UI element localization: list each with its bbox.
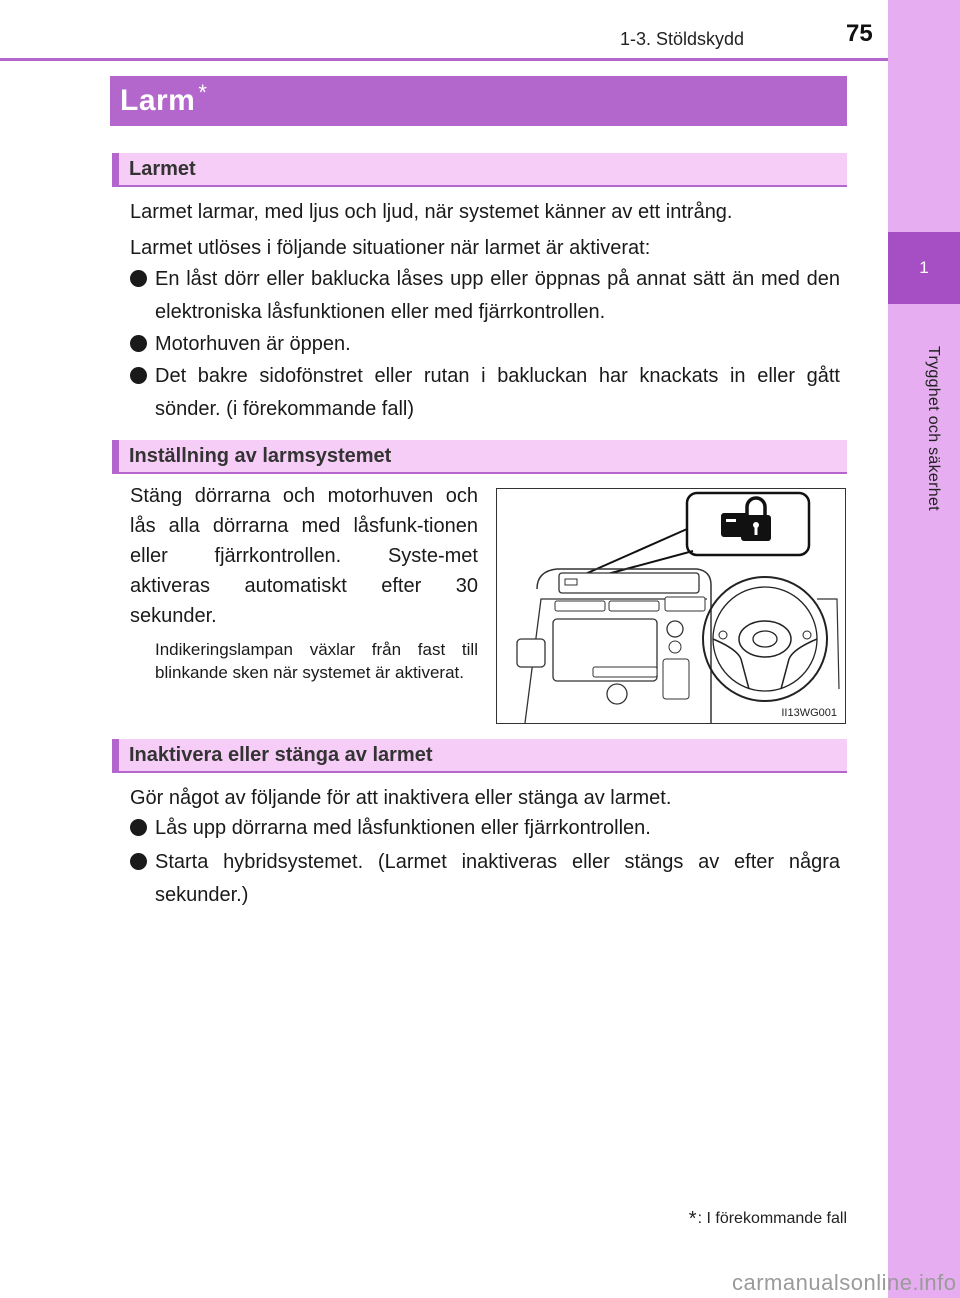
inaktivera-bullet-2 xyxy=(130,846,840,912)
inaktivera-bullet-1 xyxy=(130,812,840,845)
chapter-side-tab xyxy=(888,0,960,1298)
bullet-dot-icon xyxy=(130,819,147,836)
bullet-text: En låst dörr eller baklucka låses upp eller öppnas på annat sätt än med den elektroniska låsfunktionen eller med fjärrkontrollen. xyxy=(155,268,840,323)
bullet-text: Starta hybridsystemet. (Larmet inaktiveras eller stängs av efter några sekunder.) xyxy=(155,851,840,906)
installning-body: Stäng dörrarna och motorhuven och lås alla dörrarna med låsfunk-tionen eller fjärrkontrollen. Syste-met aktiveras automatiskt efter 30 sekunder. xyxy=(130,485,478,627)
bullet-dot-icon xyxy=(130,270,147,287)
inaktivera-intro: Gör något av följande för att inaktivera eller stänga av larmet. xyxy=(130,787,672,809)
bullet-text: Lås upp dörrarna med låsfunktionen eller fjärrkontrollen. xyxy=(155,817,651,839)
watermark: carmanualsonline.info xyxy=(732,1270,957,1295)
footnote-text: : I förekommande fall xyxy=(697,1210,847,1227)
section-heading-inaktivera: Inaktivera eller stänga av larmet xyxy=(112,739,847,773)
larmet-bullet-3 xyxy=(130,360,840,426)
chapter-title: Trygghet och säkerhet xyxy=(925,345,942,511)
section-heading-larmet: Larmet xyxy=(112,153,847,187)
bullet-dot-icon xyxy=(130,367,147,384)
chapter-number: 1 xyxy=(888,232,960,304)
page-title-text: Larm xyxy=(120,84,196,117)
footnote xyxy=(632,1206,847,1229)
bullet-dot-icon xyxy=(130,335,147,352)
bullet-text: Det bakre sidofönstret eller rutan i bakluckan har knackats in eller gått sönder. (i förekommande fall) xyxy=(155,365,840,420)
title-asterisk: * xyxy=(198,80,208,105)
footnote-asterisk: * xyxy=(688,1208,697,1230)
larmet-bullet-2 xyxy=(130,328,840,361)
bullet-text: Motorhuven är öppen. xyxy=(155,333,351,355)
dashboard-figure xyxy=(496,488,846,724)
installning-note: Indikeringslampan växlar från fast till blinkande sken när systemet är aktiverat. xyxy=(155,640,478,682)
larmet-intro-1: Larmet larmar, med ljus och ljud, när systemet känner av ett intrång. xyxy=(130,201,733,223)
page-title xyxy=(110,76,847,126)
dashboard-illustration xyxy=(497,489,845,723)
larmet-bullet-1 xyxy=(130,263,840,329)
figure-id: II13WG001 xyxy=(781,707,837,719)
section-heading-installning: Inställning av larmsystemet xyxy=(112,440,847,474)
section-breadcrumb: 1-3. Stöldskydd xyxy=(620,29,745,49)
header-divider xyxy=(0,58,888,61)
bullet-dot-icon xyxy=(130,853,147,870)
page-number: 75 xyxy=(846,20,873,47)
larmet-intro-2: Larmet utlöses i följande situationer när larmet är aktiverat: xyxy=(130,237,651,259)
